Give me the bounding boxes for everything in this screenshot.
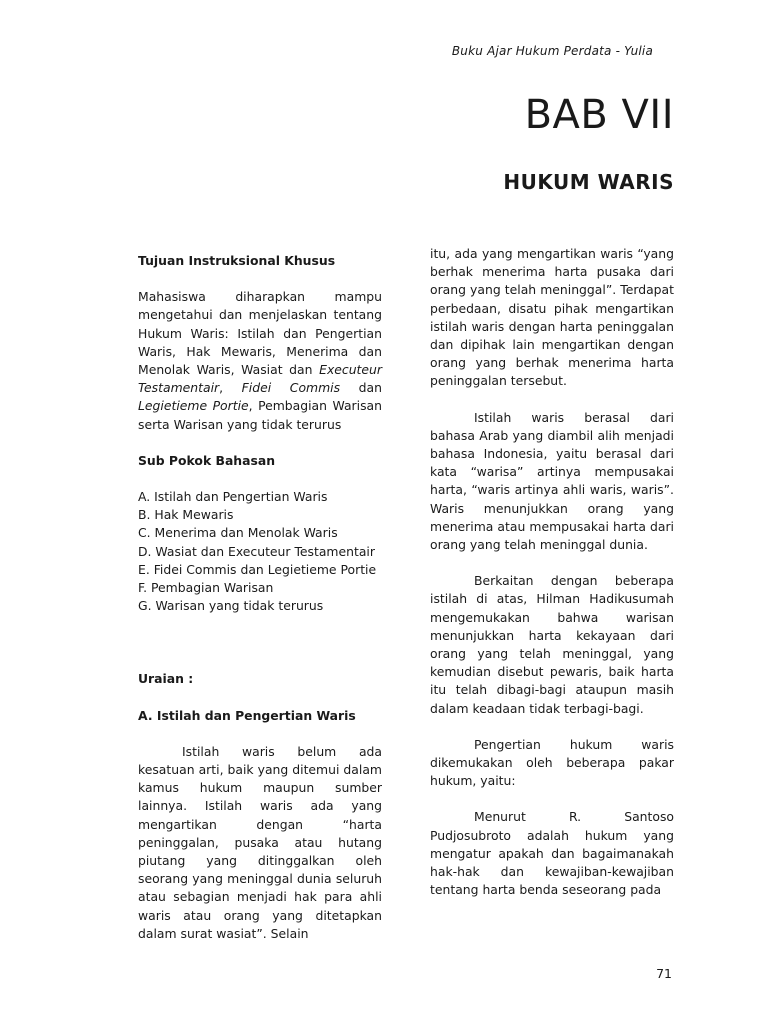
section-a-heading: A. Istilah dan Pengertian Waris: [138, 707, 356, 723]
tik-term-executeur: Executeur Testamentair: [138, 362, 382, 396]
right-paragraph-5: Menurut R. Santoso Pudjosubroto adalah hukum yang mengatur apakah dan bagaimanakah hak-hak dan kewajiban-kewajiban tentang harta benda seseorang pada: [430, 809, 674, 898]
sub-item-a: A. Istilah dan Pengertian Waris: [138, 489, 328, 505]
right-paragraph-3: Berkaitan dengan beberapa istilah di atas, Hilman Hadikusumah mengemukakan bahwa warisan menunjukkan harta kekayaan dari orang yang telah meninggal, yang kemudian disebut pewaris, baik harta itu telah dibagi-bagi ataupun masih dalam keadaan tidak terbagi-bagi.: [430, 573, 674, 716]
sub-item-c: C. Menerima dan Menolak Waris: [138, 525, 338, 541]
right-paragraph-1: itu, ada yang mengartikan waris “yang berhak menerima harta pusaka dari orang yang telah meninggal”. Terdapat perbedaan, disatu pihak mengartikan istilah waris dengan harta peninggalan dan dipihak lain mengartikan dengan orang yang berhak menerima harta peninggalan tersebut.: [430, 246, 674, 389]
tik-term-fidei: Fidei Commis: [241, 380, 341, 396]
right-paragraph-2: Istilah waris berasal dari bahasa Arab yang diambil alih menjadi bahasa Indonesia, yaitu berasal dari kata “warisa” artinya mempusakai harta, “waris artinya ahli waris, waris”. Waris menunjukkan orang yang menerima atau mempusakai harta dari orang yang telah meninggal dunia.: [430, 409, 674, 553]
tik-term-legietieme: Legietieme Portie: [138, 398, 249, 414]
right-paragraph-4: Pengertian hukum waris dikemukakan oleh beberapa pakar hukum, yaitu:: [430, 736, 674, 789]
tik-paragraph: [138, 288, 382, 434]
sub-item-d: D. Wasiat dan Executeur Testamentair: [138, 543, 375, 559]
page-number: 71: [656, 966, 672, 981]
sub-list: [138, 488, 382, 615]
uraian-heading: Uraian :: [138, 671, 194, 687]
section-a-paragraph: Istilah waris belum ada kesatuan arti, baik yang ditemui dalam kamus hukum maupun sumber lainnya. Istilah waris ada yang mengartikan dengan “harta peninggalan, pusaka atau hutang piutang yang ditinggalkan oleh seorang yang meninggal dunia seluruh atau sebagian menjadi hak para ahli waris atau orang yang ditetapkan dalam surat wasiat”. Selain: [138, 743, 382, 941]
tik-sep-1: ,: [219, 380, 242, 396]
left-column: [138, 252, 382, 943]
sub-item-e: E. Fidei Commis dan Legietieme Portie: [138, 561, 377, 577]
sub-item-g: G. Warisan yang tidak terurus: [138, 598, 324, 614]
tik-heading: Tujuan Instruksional Khusus: [138, 253, 336, 268]
sub-item-f: F. Pembagian Warisan: [138, 580, 274, 596]
tik-sep-2: dan: [340, 380, 382, 396]
chapter-title: HUKUM WARIS: [503, 170, 674, 194]
tik-text-1: Mahasiswa diharapkan mampu mengetahui dan menjelaskan tentang Hukum Waris: Istilah dan Pengertian Waris, Hak Mewaris, Menerima dan Menolak Waris, Wasiat dan: [138, 289, 382, 378]
tik-text-2: , Pembagian Warisan serta Warisan yang tidak terurus: [138, 398, 382, 432]
sub-item-b: B. Hak Mewaris: [138, 507, 234, 523]
running-head: Buku Ajar Hukum Perdata - Yulia: [451, 44, 653, 58]
sub-heading: Sub Pokok Bahasan: [138, 452, 276, 468]
chapter-number: BAB VII: [524, 92, 674, 138]
right-column: [430, 245, 674, 900]
